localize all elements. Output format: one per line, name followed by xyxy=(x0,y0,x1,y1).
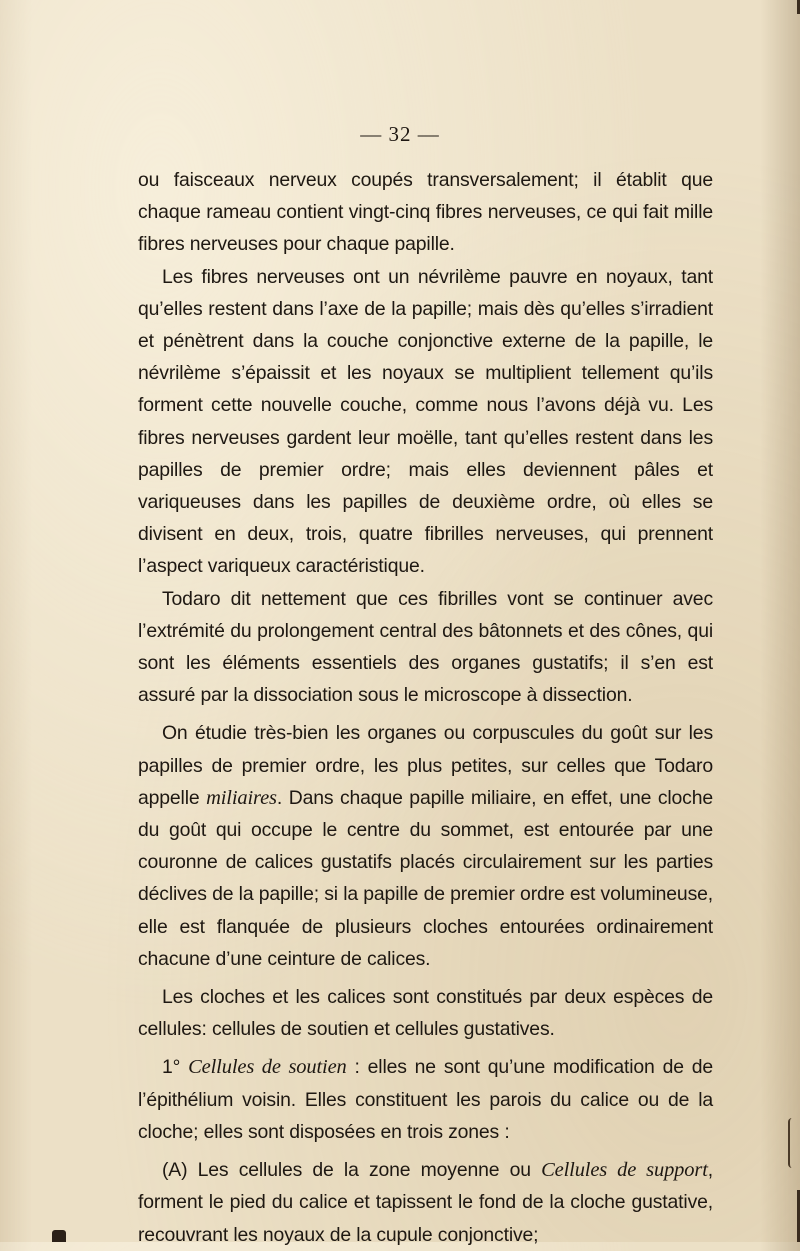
page-number: — 32 — xyxy=(360,122,440,146)
paragraph-7-text-b: , forment le pied du calice et tapissent le fond de la cloche gustative, recouvrant les noyaux de la cupule conjonctive; xyxy=(138,1159,713,1246)
paragraph-4 xyxy=(138,717,713,975)
paragraph-1: ou faisceaux nerveux coupés transversalement; il établit que chaque rameau contient vingt-cinq fibres nerveuses, ce qui fait mille fibres nerveuses pour chaque papille. xyxy=(138,169,713,256)
paragraph-7-italic: Cellules de support xyxy=(541,1159,708,1182)
paragraph-6-text: : elles ne sont qu’une modification de de l’épithélium voisin. Elles constituent les parois du calice ou de la cloche; elles sont disposées en trois zones : xyxy=(138,1056,713,1143)
paragraph-2: Les fibres nerveuses ont un névrilème pauvre en noyaux, tant qu’elles restent dans l’axe de la papille; mais dès qu’elles s’irradient et pénètrent dans la couche conjonctive externe de la papille, le névrilème s’épaissit et les noyaux se multiplient tellement qu’ils forment cette nouvelle couche, comme nous l’avons déjà vu. Les fibres nerveuses gardent leur moëlle, tant qu’elles restent dans les papilles de premier ordre; mais elles deviennent pâles et variqueuses dans les papilles de deuxième ordre, où elles se divisent en deux, trois, quatre fibrilles nerveuses, qui prennent l’aspect variqueux caractéristique. xyxy=(138,265,713,578)
body-text xyxy=(138,164,713,1251)
paragraph-4-italic: miliaires xyxy=(206,786,277,809)
paragraph-6-number: 1° xyxy=(162,1056,181,1079)
paragraph-4-text-b: . Dans chaque papille miliaire, en effet, une cloche du goût qui occupe le centre du sommet, est entourée par une couronne de calices gustatifs placés circulairement sur les parties déclives de la papille; si la papille de premier ordre est volumineuse, elle est flanquée de plusieurs cloches entourées ordinairement chacune d’une ceinture de calices. xyxy=(138,786,713,970)
paragraph-7 xyxy=(138,1154,713,1251)
paragraph-6-italic: Cellules de soutien xyxy=(188,1056,347,1079)
margin-bracket-mark xyxy=(788,1118,796,1168)
corner-ink-mark xyxy=(52,1230,66,1242)
paragraph-3: Todaro dit nettement que ces fibrilles vont se continuer avec l’extrémité du prolongement central des bâtonnets et des cônes, qui sont les éléments essentiels des organes gustatifs; il s’en est assuré par la dissociation sous le microscope à dissection. xyxy=(138,587,713,707)
paragraph-7-text-a: (A) Les cellules de la zone moyenne ou xyxy=(162,1159,542,1182)
paragraph-6 xyxy=(138,1051,713,1148)
paragraph-5: Les cloches et les calices sont constitués par deux espèces de cellules: cellules de soutien et cellules gustatives. xyxy=(138,986,713,1041)
paragraph-4-text-a: On étudie très-bien les organes ou corpuscules du goût sur les papilles de premier ordre, les plus petites, sur celles que Todaro appelle xyxy=(138,722,713,809)
